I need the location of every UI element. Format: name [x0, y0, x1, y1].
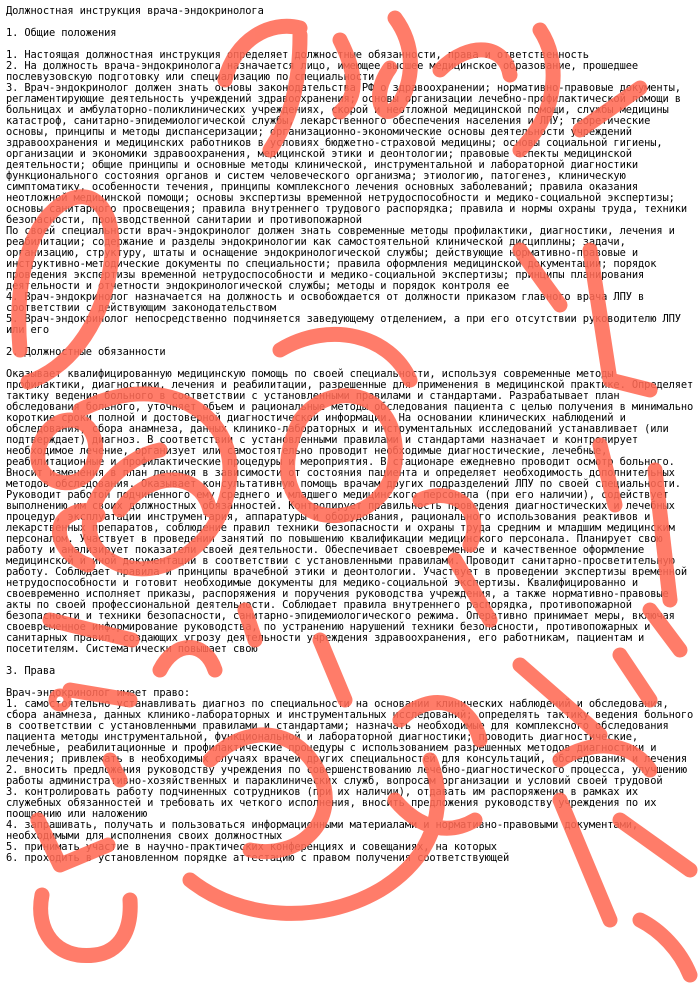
paragraph: 2. вносить предложения руководству учреждения по совершенствованию лечебно-диагностического процесса, улучшению работы административно-хозяйственных и параклинических служб, вопросам организации и условий своей трудовой — [6, 764, 694, 787]
document-title: Должностная инструкция врача-эндокринолога — [6, 5, 264, 17]
paragraph: Врач-эндокринолог имеет право: — [6, 687, 191, 699]
paragraph: 5. Врач-эндокринолог непосредственно подчиняется заведующему отделением, а при его отсутствии руководителю ЛПУ или его — [6, 313, 688, 336]
section-heading: 1. Общие положения — [6, 27, 117, 39]
document-body — [6, 5, 700, 864]
paragraph: 2. На должность врача-эндокринолога назначается лицо, имеющее высшее медицинское образование, прошедшее послевузовскую подготовку или специализацию по специальности — [6, 60, 645, 83]
paragraph: 1. самостоятельно устанавливать диагноз по специальности на основании клинических наблюдений и обследования, сбора анамнеза, данных клинико-лабораторных и инструментальных исследований; определять тактику ведения больного в соответствии с установленными правилами и стандартами; назначать необходимые для комплексного обследования пациента методы инструментальной, функциональной и лабораторной диагностики; проводить диагностические, лечебные, реабилитационные и профилактические процедуры с использованием разрешенных методов диагностики и лечения; привлекать в необходимых случаях врачей других специальностей для консультаций, обследования и лечения — [6, 698, 700, 765]
paragraph: 6. проходить в установленном порядке аттестацию с правом получения соответствующей — [6, 852, 510, 864]
paragraph: 4. запрашивать, получать и пользоваться информационными материалами и нормативно-правовыми документами, необходимыми для исполнения своих должностных — [6, 819, 645, 842]
section-heading: 2. Должностные обязанности — [6, 346, 166, 358]
paragraph: 1. Настоящая должностная инструкция определяет должностные обязанности, права и ответственность — [6, 49, 589, 61]
paragraph: 3. Врач-эндокринолог должен знать основы законодательства РФ о здравоохранении; нормативно-правовые документы, регламентирующие деятельность учреждений здравоохранения; основы организации лечебно-профилактической помощи в больницах и амбулаторно-поликлинических учреждениях, скорой и неотложной медицинской помощи, службы медицины катастроф, санитарно-эпидемиологической службы, лекарственного обеспечения населения и ЛПУ; теоретические основы, принципы и методы диспансеризации; организационно-экономические основы деятельности учреждений здравоохранения и медицинских работников в условиях бюджетно-страховой медицины; основы социальной гигиены, организации и экономики здравоохранения, медицинской этики и деонтологии; правовые аспекты медицинской деятельности; общие принципы и основные методы клинической, инструментальной и лабораторной диагностики функционального состояния органов и систем человеческого организма; этиологию, патогенез, клиническую симптоматику, особенности течения, принципы комплексного лечения основных заболеваний; правила оказания неотложной медицинской помощи; основы экспертизы временной нетрудоспособности и медико-социальной экспертизы; основы санитарного просвещения; правила внутреннего трудового распорядка; правила и нормы охраны труда, техники безопасности, производственной санитарии и противопожарной — [6, 82, 694, 226]
paragraph: Оказывает квалифицированную медицинскую помощь по своей специальности, используя современные методы профилактики, диагностики, лечения и реабилитации, разрешенные для применения в медицинской практике. Определяет тактику ведения больного в соответствии с установленными правилами и стандартами. Разрабатывает план обследования больного, уточняет объем и рациональные методы обследования пациента с целью получения в минимально короткие сроки полной и достоверной диагностической информации. На основании клинических наблюдений и обследования, сбора анамнеза, данных клинико-лабораторных и инструментальных исследований устанавливает (или подтверждает) диагноз. В соответствии с установленными правилами и стандартами назначает и контролирует необходимое лечение, организует или самостоятельно проводит необходимые диагностические, лечебные, реабилитационные и профилактические процедуры и мероприятия. В стационаре ежедневно проводит осмотр больного. Вносит изменения в план лечения в зависимости от состояния пациента и определяет необходимость дополнительных методов обследования. Оказывает консультативную помощь врачам других подразделений ЛПУ по своей специальности. Руководит работой подчиненного ему среднего и младшего медицинского персонала (при его наличии), содействует выполнению им своих должностных обязанностей. Контролирует правильность проведения диагностических и лечебных процедур, эксплуатации инструментария, аппаратуры и оборудования, рационального использования реактивов и лекарственных препаратов, соблюдение правил техники безопасности и охраны труда средним и младшим медицинским персоналом. Участвует в проведении занятий по повышению квалификации медицинского персонала. Планирует свою работу и анализирует показатели своей деятельности. Обеспечивает своевременное и качественное оформление медицинской и иной документации в соответствии с установленными правилами. Проводит санитарно-просветительную работу. Соблюдает правила и принципы врачебной этики и деонтологии. Участвует в проведении экспертизы временной нетрудоспособности и готовит необходимые документы для медико-социальной экспертизы. Квалифицированно и своевременно исполняет приказы, распоряжения и поручения руководства учреждения, а также нормативно-правовые акты по своей профессиональной деятельности. Соблюдает правила внутреннего распорядка, противопожарной безопасности и техники безопасности, санитарно-эпидемиологического режима. Оперативно принимает меры, включая своевременное информирование руководства, по устранению нарушений техники безопасности, противопожарных и санитарных правил, создающих угрозу деятельности учреждения здравоохранения, его работникам, пациентам и посетителям. Систематически повышает свою — [6, 368, 700, 655]
paragraph: 4. Врач-эндокринолог назначается на должность и освобождается от должности приказом главного врача ЛПУ в соответствии с действующим законодательством — [6, 291, 651, 314]
paragraph: 3. контролировать работу подчиненных сотрудников (при их наличии), отдавать им распоряжения в рамках их служебных обязанностей и требовать их четкого исполнения, вносить предложения руководству учреждения по их поощрению или наложению — [6, 786, 663, 820]
paragraph: 5. принимать участие в научно-практических конференциях и совещаниях, на которых — [6, 841, 497, 853]
paragraph: По своей специальности врач-эндокринолог должен знать современные методы профилактики, диагностики, лечения и реабилитации; содержание и разделы эндокринологии как самостоятельной клинической дисциплины; задачи, организацию, структуру, штаты и оснащение эндокринологической службы; действующие нормативно-правовые и инструктивно-методические документы по специальности; правила оформления медицинской документации; порядок проведения экспертизы временной нетрудоспособности и медико-социальной экспертизы; принципы планирования деятельности и отчетности эндокринологической службы; методы и порядок контроля ее — [6, 225, 681, 292]
section-heading: 3. Права — [6, 665, 56, 677]
